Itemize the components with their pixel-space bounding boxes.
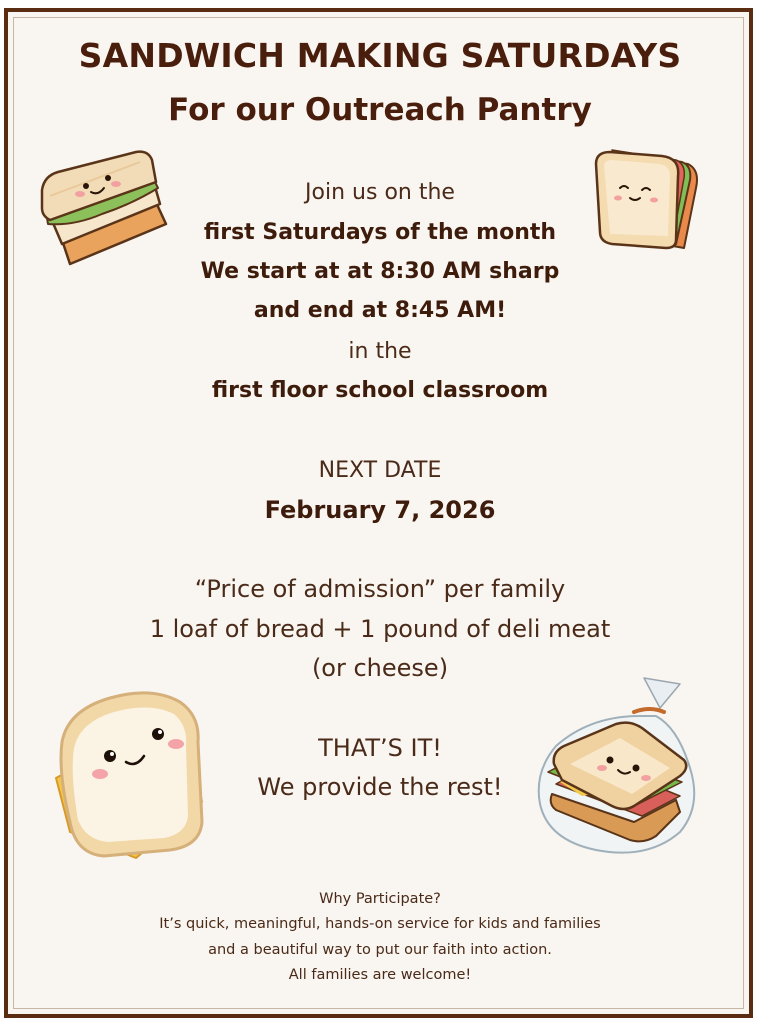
admission-line-3: (or cheese) <box>311 654 449 682</box>
sandwich-top-right-icon <box>592 144 704 254</box>
details-line-1: Join us on the <box>305 180 455 205</box>
bread-cheese-icon <box>40 682 215 862</box>
next-date-label: NEXT DATE <box>318 458 442 483</box>
footer-line-3: and a beautiful way to put our faith into action. <box>208 942 552 958</box>
details-line-2: first Saturdays of the month <box>203 220 557 245</box>
footer-line-4: All families are welcome! <box>288 967 472 983</box>
closing-line-2: We provide the rest! <box>257 773 503 801</box>
details-line-5: in the <box>348 339 412 364</box>
closing-line-1: THAT’S IT! <box>318 734 442 762</box>
admission-line-1: “Price of admission” per family <box>194 575 566 603</box>
details-line-4: and end at 8:45 AM! <box>253 298 507 323</box>
bagged-sandwich-icon <box>530 672 700 858</box>
flyer-title: SANDWICH MAKING SATURDAYS <box>78 36 682 75</box>
admission-line-2: 1 loaf of bread + 1 pound of deli meat <box>149 615 611 643</box>
details-line-6: first floor school classroom <box>211 378 549 403</box>
footer-line-2: It’s quick, meaningful, hands-on service for kids and families <box>159 916 601 932</box>
next-date-value: February 7, 2026 <box>264 496 496 524</box>
footer-line-1: Why Participate? <box>319 891 441 907</box>
flyer-subtitle: For our Outreach Pantry <box>168 92 592 128</box>
sandwich-top-left-icon <box>36 146 171 268</box>
details-line-3: We start at at 8:30 AM sharp <box>200 259 560 284</box>
